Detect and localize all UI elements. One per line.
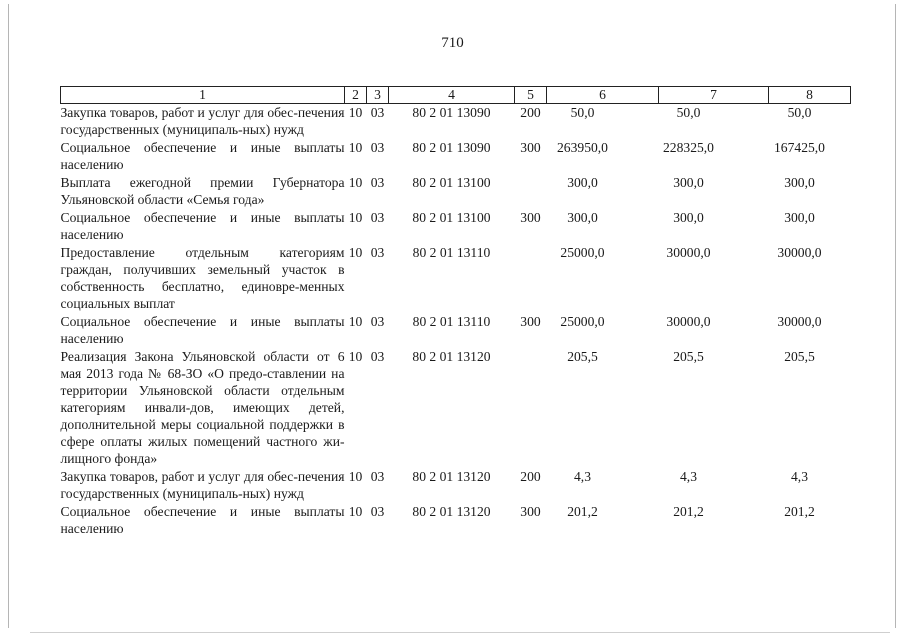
row-subsection: 03	[370, 349, 385, 364]
bottom-rule	[30, 632, 890, 633]
row-target-code: 80 2 01 13120	[412, 504, 491, 519]
row-section: 10	[348, 210, 363, 225]
row-name: Закупка товаров, работ и услуг для обес-печения государственных (муниципаль-ных) нужд	[60, 469, 345, 501]
row-expense-type	[515, 174, 547, 209]
row-value-col7: 4,3	[680, 469, 697, 484]
row-section: 10	[348, 175, 363, 190]
row-value-col6: 300,0	[567, 175, 598, 190]
header-col-8: 8	[769, 87, 851, 104]
row-value-col8: 30000,0	[777, 314, 822, 329]
row-value-col8: 50,0	[787, 105, 812, 120]
row-section: 10	[348, 469, 363, 484]
row-name: Закупка товаров, работ и услуг для обес-печения государственных (муниципаль-ных) нужд	[60, 105, 345, 137]
row-value-col8: 205,5	[784, 349, 815, 364]
row-target-code: 80 2 01 13090	[412, 140, 491, 155]
row-name: Социальное обеспечение и иные выплаты населению	[60, 504, 345, 536]
row-target-code: 80 2 01 13100	[412, 175, 491, 190]
budget-table	[60, 86, 851, 538]
header-col-2: 2	[345, 87, 367, 104]
row-section: 10	[348, 245, 363, 260]
row-value-col6: 25000,0	[560, 314, 605, 329]
header-col-6: 6	[547, 87, 659, 104]
row-value-col8: 201,2	[784, 504, 815, 519]
row-value-col7: 205,5	[673, 349, 704, 364]
row-expense-type	[515, 244, 547, 313]
row-expense-type: 300	[520, 210, 541, 225]
row-subsection: 03	[370, 175, 385, 190]
row-value-col6: 50,0	[570, 105, 595, 120]
row-value-col8: 300,0	[784, 175, 815, 190]
row-target-code: 80 2 01 13090	[412, 105, 491, 120]
table-header	[61, 87, 851, 104]
row-value-col6: 25000,0	[560, 245, 605, 260]
table-row	[61, 139, 851, 174]
row-expense-type	[515, 348, 547, 468]
row-value-col6: 4,3	[574, 469, 591, 484]
row-section: 10	[348, 504, 363, 519]
table-row	[61, 104, 851, 140]
row-subsection: 03	[370, 140, 385, 155]
header-col-3: 3	[367, 87, 389, 104]
row-value-col7: 50,0	[676, 105, 701, 120]
row-expense-type: 300	[520, 504, 541, 519]
table-row	[61, 468, 851, 503]
table-row	[61, 348, 851, 468]
row-section: 10	[348, 105, 363, 120]
row-value-col7: 30000,0	[666, 314, 711, 329]
header-col-1: 1	[61, 87, 345, 104]
table-row	[61, 503, 851, 538]
row-value-col7: 228325,0	[663, 140, 714, 155]
table-row	[61, 209, 851, 244]
row-name: Реализация Закона Ульяновской области от 6 мая 2013 года № 68-ЗО «О предо-ставлении на территории Ульяновской области отдельным категориям инвали-дов, имеющих детей, дополнительной меры социальной поддержки в сфере оплаты жилых помещений частного жи-лищного фонда»	[60, 349, 345, 466]
header-col-5: 5	[515, 87, 547, 104]
row-subsection: 03	[370, 105, 385, 120]
row-target-code: 80 2 01 13100	[412, 210, 491, 225]
header-col-4: 4	[389, 87, 515, 104]
row-expense-type: 300	[520, 314, 541, 329]
row-target-code: 80 2 01 13120	[412, 469, 491, 484]
row-section: 10	[348, 349, 363, 364]
row-expense-type: 200	[520, 469, 541, 484]
row-subsection: 03	[370, 245, 385, 260]
row-value-col8: 30000,0	[777, 245, 822, 260]
row-value-col6: 300,0	[567, 210, 598, 225]
table-row	[61, 174, 851, 209]
table-body	[61, 104, 851, 539]
table-row	[61, 313, 851, 348]
table-row	[61, 244, 851, 313]
row-value-col8: 300,0	[784, 210, 815, 225]
row-target-code: 80 2 01 13110	[412, 245, 491, 260]
row-expense-type: 200	[520, 105, 541, 120]
row-name: Предоставление отдельным категориям граждан, получивших земельный участок в собственность бесплатно, единовре-менных социальных выплат	[60, 245, 345, 311]
row-subsection: 03	[370, 210, 385, 225]
row-value-col7: 30000,0	[666, 245, 711, 260]
row-value-col8: 167425,0	[774, 140, 825, 155]
row-expense-type: 300	[520, 140, 541, 155]
row-subsection: 03	[370, 469, 385, 484]
row-value-col6: 201,2	[567, 504, 598, 519]
row-value-col7: 300,0	[673, 210, 704, 225]
row-section: 10	[348, 314, 363, 329]
row-value-col8: 4,3	[791, 469, 808, 484]
header-col-7: 7	[659, 87, 769, 104]
row-subsection: 03	[370, 314, 385, 329]
row-section: 10	[348, 140, 363, 155]
row-name: Выплата ежегодной премии Губернатора Ульяновской области «Семья года»	[60, 175, 345, 207]
row-name: Социальное обеспечение и иные выплаты населению	[60, 140, 345, 172]
row-target-code: 80 2 01 13120	[412, 349, 491, 364]
page-number: 710	[441, 35, 464, 51]
row-value-col7: 300,0	[673, 175, 704, 190]
row-value-col6: 263950,0	[557, 140, 608, 155]
row-value-col6: 205,5	[567, 349, 598, 364]
row-value-col7: 201,2	[673, 504, 704, 519]
row-name: Социальное обеспечение и иные выплаты населению	[60, 314, 345, 346]
row-name: Социальное обеспечение и иные выплаты населению	[60, 210, 345, 242]
header-row	[61, 87, 851, 104]
row-target-code: 80 2 01 13110	[412, 314, 491, 329]
row-subsection: 03	[370, 504, 385, 519]
